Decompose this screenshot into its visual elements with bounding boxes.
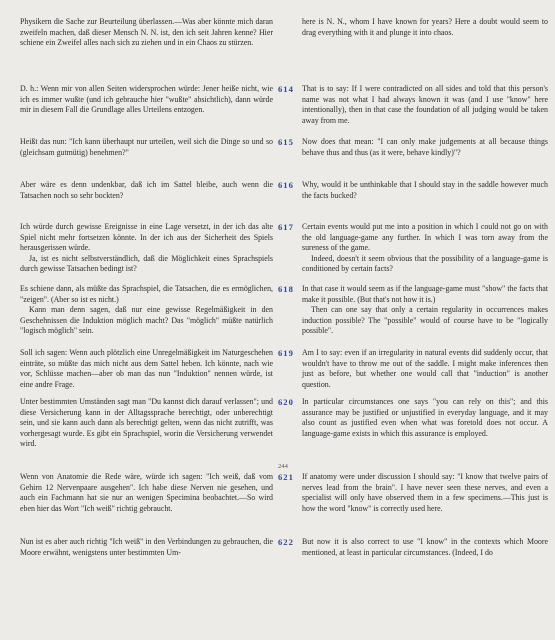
english-paragraph-620: In particular circumstances one says "you can rely on this"; and this assurance may be justified or unjustified in everyday language, and it may also count as justified even when what was foretold does not occur. A language-game exists in which this assurance is employed. bbox=[302, 397, 548, 438]
english-paragraph-619: Am I to say: even if an irregularity in natural events did suddenly occur, that wouldn't have to throw me out of the saddle. I might make inferences then just as before, but whether one would call that "induction" is another question. bbox=[302, 348, 548, 389]
german-paragraph-617: Ich würde durch gewisse Ereignisse in eine Lage versetzt, in der ich das alte Spiel nicht mehr fortsetzen könnte. In der ich aus der Sicherheit des Spiels herausgerissen würde. Ja, ist es nicht selbstverständlich, daß die Möglichkeit eines Sprachspiels durch gewisse Tatsachen bedingt ist? bbox=[20, 222, 273, 274]
paragraph-number-620: 620 bbox=[278, 397, 294, 407]
paragraph-number-619: 619 bbox=[278, 348, 294, 358]
english-paragraph-622: But now it is also correct to use "I know" in the contexts which Moore mentioned, at least in particular circumstances. (Indeed, I do bbox=[302, 537, 548, 557]
english-paragraph-616: Why, would it be unthinkable that I should stay in the saddle however much the facts bucked? bbox=[302, 180, 548, 200]
paragraph-number-617: 617 bbox=[278, 222, 294, 232]
english-paragraph-621: If anatomy were under discussion I should say: "I know that twelve pairs of nerves lead from the brain". I have never seen these nerves, and even a specialist will only have observed them in a few specimens.—This just is how the word "know" is correctly used here. bbox=[302, 472, 548, 513]
english-paragraph-614: That is to say: If I were contradicted on all sides and told that this person's name was not what I had always known it was (and I use "know" here intentionally), then in that case the foundation of all judging would be taken away from me. bbox=[302, 84, 548, 125]
page-number: 244 bbox=[278, 463, 288, 470]
german-paragraph-621: Wenn von Anatomie die Rede wäre, würde ich sagen: "Ich weiß, daß vom Gehirn 12 Nervenpaare ausgehen". Ich habe diese Nerven nie gesehen, und auch ein Fachmann hat sie nur an wenigen Specimina beobachtet.—So wird eben hier das Wort "Ich weiß" richtig gebraucht. bbox=[20, 472, 273, 513]
paragraph-number-622: 622 bbox=[278, 537, 294, 547]
german-paragraph-619: Soll ich sagen: Wenn auch plötzlich eine Unregelmäßigkeit im Naturgeschehen einträte, so müßte das mich nicht aus dem Sattel heben. Ich könnte, nach wie vor, Schlüsse machen—aber ob man das nun "Induktion" nennen würde, ist eine andre Frage. bbox=[20, 348, 273, 389]
paragraph-number-614: 614 bbox=[278, 84, 294, 94]
german-paragraph-618: Es schiene dann, als müßte das Sprachspiel, die Tatsachen, die es ermöglichen, "zeigen". (Aber so ist es nicht.) Kann man denn sagen, daß nur eine gewisse Regelmäßigkeit in den Geschehnissen die Induktion möglich macht? Das "möglich" müßte natürlich "logisch möglich" sein. bbox=[20, 284, 273, 336]
paragraph-number-618: 618 bbox=[278, 284, 294, 294]
english-paragraph-intro: here is N. N., whom I have known for years? Here a doubt would seem to drag everything with it and plunge it into chaos. bbox=[302, 17, 548, 37]
german-paragraph-intro: Physikern die Sache zur Beurteilung überlassen.—Was aber könnte mich daran zweifeln machen, daß dieser Mensch N. N. ist, den ich seit Jahren kenne? Hier schiene ein Zweifel alles nach sich zu ziehen und in ein Chaos zu stürzen. bbox=[20, 17, 273, 48]
german-paragraph-614: D. h.: Wenn mir von allen Seiten widersprochen würde: Jener heiße nicht, wie ich es immer wußte (und ich gebrauche hier "wußte" absichtlich), dann würde mir in diesem Fall die Grundlage alles Urteilens entzogen. bbox=[20, 84, 273, 115]
paragraph-number-621: 621 bbox=[278, 472, 294, 482]
german-paragraph-620: Unter bestimmten Umständen sagt man "Du kannst dich darauf verlassen"; und diese Versicherung kann in der Alltagssprache berechtigt, oder unberechtigt sein, und sie kann auch dann als berechtigt gelten, wenn das nicht zutrifft, was vorhergesagt wurde. Es gibt ein Sprachspiel, worin die Versicherung verwendet wird. bbox=[20, 397, 273, 449]
paragraph-number-616: 616 bbox=[278, 180, 294, 190]
english-paragraph-618: In that case it would seem as if the language-game must "show" the facts that make it possible. (But that's not how it is.) Then can one say that only a certain regularity in occurrences makes induction possible? The "possible" would of course have to be "logically possible". bbox=[302, 284, 548, 336]
english-paragraph-615: Now does that mean: "I can only make judgements at all because things behave thus and thus (as it were, behave kindly)"? bbox=[302, 137, 548, 157]
german-paragraph-616: Aber wäre es denn undenkbar, daß ich im Sattel bleibe, auch wenn die Tatsachen noch so sehr bockten? bbox=[20, 180, 273, 200]
german-paragraph-622: Nun ist es aber auch richtig "Ich weiß" in den Verbindungen zu gebrauchen, die Moore erwähnt, wenigstens unter bestimmten Um- bbox=[20, 537, 273, 557]
english-paragraph-617: Certain events would put me into a position in which I could not go on with the old language-game any further. In which I was torn away from the sureness of the game. Indeed, doesn't it seem obvious that the possibility of a language-game is conditioned by certain facts? bbox=[302, 222, 548, 274]
german-paragraph-615: Heißt das nun: "Ich kann überhaupt nur urteilen, weil sich die Dinge so und so (gleichsam gutmütig) benehmen?" bbox=[20, 137, 273, 157]
paragraph-number-615: 615 bbox=[278, 137, 294, 147]
